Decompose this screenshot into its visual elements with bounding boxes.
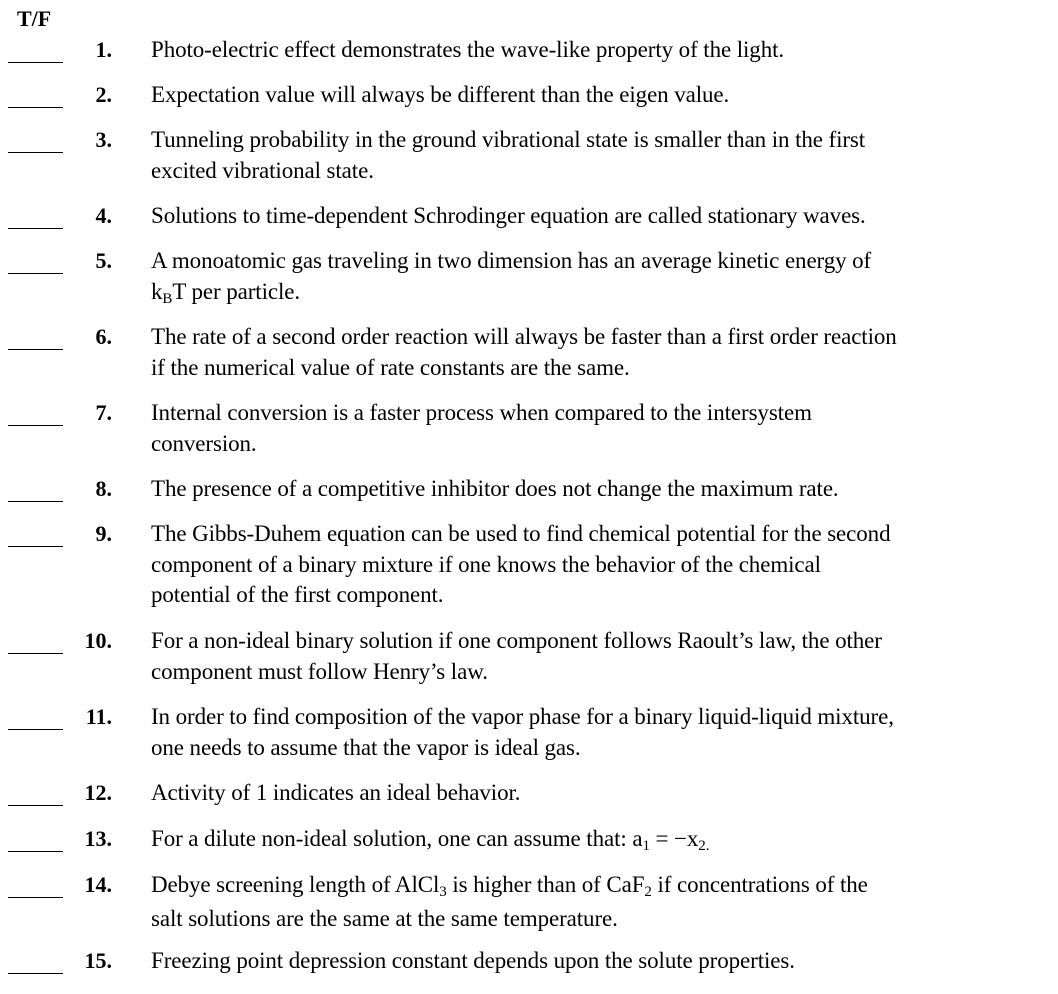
question-number: 12. [84,780,112,805]
question-number: 2. [95,82,112,107]
answer-blank[interactable] [8,273,63,274]
answer-blank[interactable] [8,653,63,654]
question-text: Tunneling probability in the ground vibrational state is smaller than in the first excited vibrational state. [151,127,866,183]
question-text: For a non-ideal binary solution if one component follows Raoult’s law, the other component must follow Henry’s law. [151,628,882,684]
question-text: Activity of 1 indicates an ideal behavior. [151,780,521,805]
question-text: For a dilute non-ideal solution, one can assume that: a1 = −x2. [151,826,710,854]
question-text: Solutions to time-dependent Schrodinger equation are called stationary waves. [151,203,866,228]
question-text: Internal conversion is a faster process when compared to the intersystem conversion. [151,400,812,456]
answer-blank[interactable] [8,973,63,974]
answer-blank[interactable] [8,851,63,852]
true-false-header: T/F [17,6,52,31]
answer-blank[interactable] [8,805,63,806]
question-text: The presence of a competitive inhibitor does not change the maximum rate. [151,476,839,501]
answer-blank[interactable] [8,729,63,730]
question-number: 5. [95,248,112,273]
question-text: The Gibbs-Duhem equation can be used to find chemical potential for the second component of a binary mixture if one knows the behavior of the chemical potential of the first component. [151,521,891,607]
question-text: Freezing point depression constant depends upon the solute properties. [151,948,795,973]
answer-blank[interactable] [8,107,63,108]
answer-blank[interactable] [8,897,63,898]
question-number: 8. [95,476,112,501]
question-number: 3. [95,127,112,152]
question-number: 6. [95,324,112,349]
question-number: 9. [95,521,112,546]
question-text: Debye screening length of AlCl3 is higher than of CaF2 if concentrations of the salt solutions are the same at the same temperature. [151,872,868,931]
question-number: 4. [95,203,112,228]
question-text: Photo-electric effect demonstrates the wave-like property of the light. [151,37,785,62]
answer-blank[interactable] [8,62,63,63]
question-number: 14. [84,872,112,897]
answer-blank[interactable] [8,425,63,426]
question-text: A monoatomic gas traveling in two dimension has an average kinetic energy of kBT per particle. [151,248,872,307]
question-number: 13. [84,826,112,851]
question-number: 10. [84,628,112,653]
question-number: 11. [85,704,112,729]
answer-blank[interactable] [8,546,63,547]
question-text: In order to find composition of the vapor phase for a binary liquid-liquid mixture, one needs to assume that the vapor is ideal gas. [151,704,894,760]
question-text: The rate of a second order reaction will always be faster than a first order reaction if the numerical value of rate constants are the same. [151,324,897,380]
answer-blank[interactable] [8,228,63,229]
answer-blank[interactable] [8,349,63,350]
answer-blank[interactable] [8,152,63,153]
question-number: 1. [95,37,112,62]
question-text: Expectation value will always be different than the eigen value. [151,82,730,107]
question-number: 7. [95,400,112,425]
question-number: 15. [84,948,112,973]
answer-blank[interactable] [8,501,63,502]
